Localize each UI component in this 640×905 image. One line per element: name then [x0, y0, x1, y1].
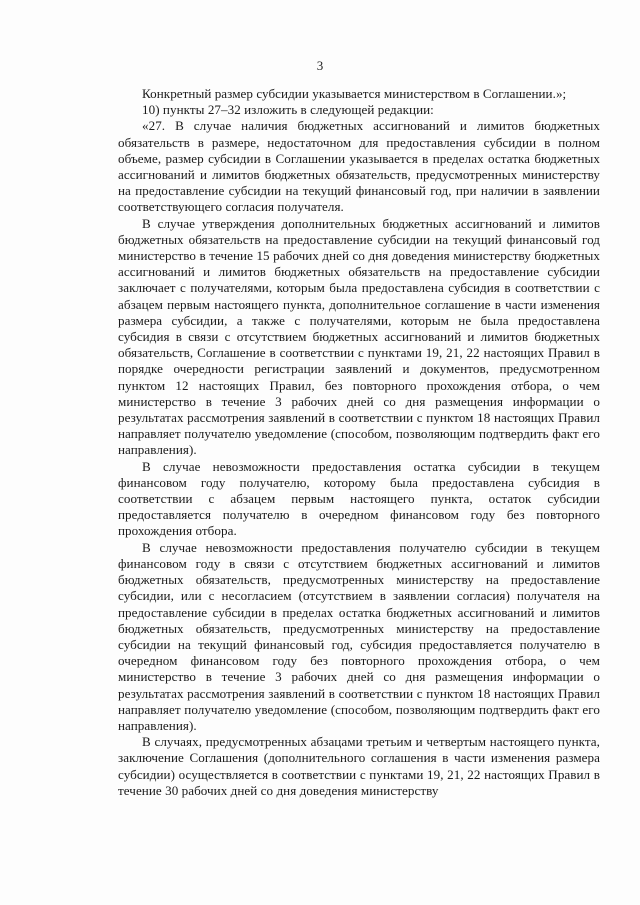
paragraph: Конкретный размер субсидии указывается министерством в Соглашении.»;: [142, 86, 567, 101]
paragraph: В случае невозможности предоставления остатка субсидии в текущем финансовом году получателю, которому была предоставлена субсидия в соответствии с абзацем первым настоящего пункта, остаток субсидии предоставляется получателю в очередном финансовом году без повторного прохождения отбора.: [118, 458, 600, 539]
paragraph: В случаях, предусмотренных абзацами третьим и четвертым настоящего пункта, заключение Соглашения (дополнительного соглашения в части изменения размера субсидии) осуществляется в соответствии с пунктами 19, 21, 22 настоящих Правил в течение 30 рабочих дней со дня доведения министерству: [118, 734, 600, 798]
paragraph: 10) пункты 27–32 изложить в следующей редакции:: [142, 102, 434, 118]
document-body: [118, 86, 600, 799]
paragraph: «27. В случае наличия бюджетных ассигнований и лимитов бюджетных обязательств в размере, недостаточном для предоставления субсидии в полном объеме, размер субсидии в Соглашении указывается в пределах остатка бюджетных ассигнований и лимитов бюджетных обязательств, предусмотренных министерству на предоставление субсидии на текущий финансовый год, при наличии в заявлении соответствующего согласия получателя.: [118, 118, 600, 215]
page-number: 3: [316, 58, 324, 73]
paragraph: В случае невозможности предоставления получателю субсидии в текущем финансовом году в связи с отсутствием бюджетных ассигнований и лимитов бюджетных обязательств, предусмотренных министерству на предоставление субсидии, или с несогласием (отсутствием в заявлении согласия) получателя на предоставление субсидии в пределах остатка бюджетных ассигнований и лимитов бюджетных обязательств, предусмотренных министерству на предоставление субсидии на текущий финансовый год, субсидия предоставляется получателю в очередном финансовом году без повторного прохождения отбора, о чем министерство в течение 3 рабочих дней со дня размещения информации о результатах рассмотрения заявлений в соответствии с пунктом 18 настоящих Правил направляет получателю уведомление (способом, позволяющим подтвердить факт его направления).: [118, 539, 600, 733]
paragraph: В случае утверждения дополнительных бюджетных ассигнований и лимитов бюджетных обязательств на предоставление субсидии на текущий финансовый год министерство в течение 15 рабочих дней со дня доведения министерству бюджетных ассигнований и лимитов бюджетных обязательств на предоставление субсидии заключает с получателями, которым была предоставлена субсидия в соответствии с абзацем первым настоящего пункта, дополнительное соглашение в части изменения размера субсидии, а также с получателями, которым не была предоставлена субсидия в связи с отсутствием бюджетных ассигнований и лимитов бюджетных обязательств, Соглашение в соответствии с пунктами 19, 21, 22 настоящих Правил в порядке очередности регистрации заявлений и документов, предусмотренном пунктом 12 настоящих Правил, без повторного прохождения отбора, о чем министерство в течение 3 рабочих дней со дня размещения информации о результатах рассмотрения заявлений в соответствии с пунктом 18 настоящих Правил направляет получателю уведомление (способом, позволяющим подтвердить факт его направления).: [118, 215, 600, 458]
